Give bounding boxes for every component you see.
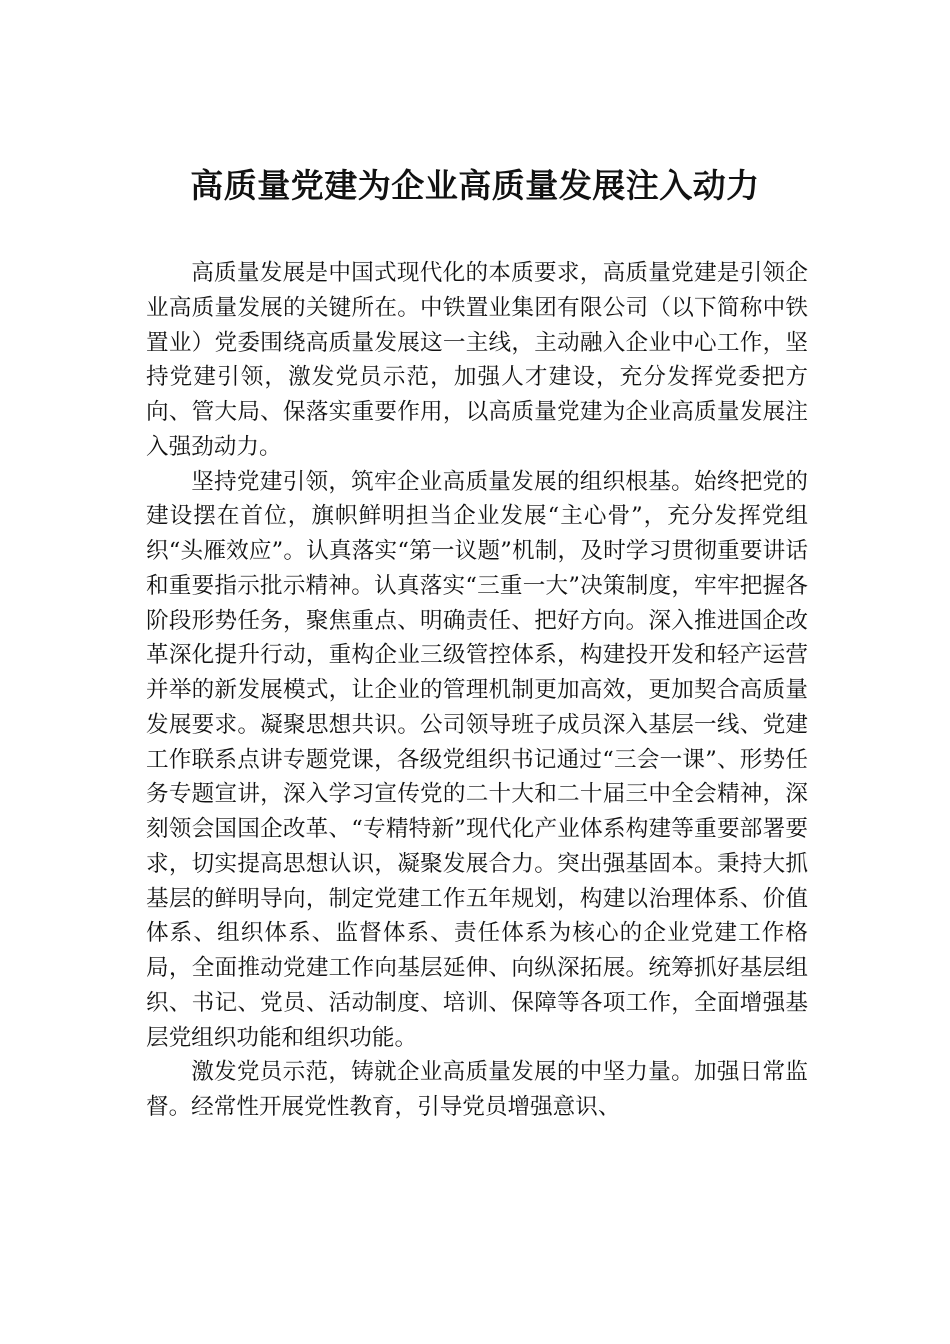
document-title: 高质量党建为企业高质量发展注入动力 <box>190 166 760 205</box>
paragraph-party-leadership: 坚持党建引领，筑牢企业高质量发展的组织根基。始终把党的建设摆在首位，旗帜鲜明担当企业发展“主心骨”，充分发挥党组织“头雁效应”。认真落实“第一议题”机制，及时学习贯彻重要讲话和重要指示批示精神。认真落实“三重一大”决策制度，牢牢把握各阶段形势任务，聚焦重点、明确责任、把好方向。深入推进国企改革深化提升行动，重构企业三级管控体系，构建投开发和轻产运营并举的新发展模式，让企业的管理机制更加高效，更加契合高质量发展要求。凝聚思想共识。公司领导班子成员深入基层一线、党建工作联系点讲专题党课，各级党组织书记通过“三会一课”、形势任务专题宣讲，深入学习宣传党的二十大和二十届三中全会精神，深刻领会国国企改革、“专精特新”现代化产业体系构建等重要部署要求，切实提高思想认识，凝聚发展合力。突出强基固本。秉持大抓基层的鲜明导向，制定党建工作五年规划，构建以治理体系、价值体系、组织体系、监督体系、责任体系为核心的企业党建工作格局，全面推动党建工作向基层延伸、向纵深拓展。统筹抓好基层组织、书记、党员、活动制度、培训、保障等各项工作，全面增强基层党组织功能和组织功能。 <box>146 468 808 1051</box>
document-body <box>146 256 808 1125</box>
paragraph-member-example: 激发党员示范，铸就企业高质量发展的中坚力量。加强日常监督。经常性开展党性教育，引导党员增强意识、 <box>146 1059 808 1120</box>
paragraph-intro: 高质量发展是中国式现代化的本质要求，高质量党建是引领企业高质量发展的关键所在。中铁置业集团有限公司（以下简称中铁置业）党委围绕高质量发展这一主线，主动融入企业中心工作，坚持党建引领，激发党员示范，加强人才建设，充分发挥党委把方向、管大局、保落实重要作用，以高质量党建为企业高质量发展注入强劲动力。 <box>146 260 808 460</box>
